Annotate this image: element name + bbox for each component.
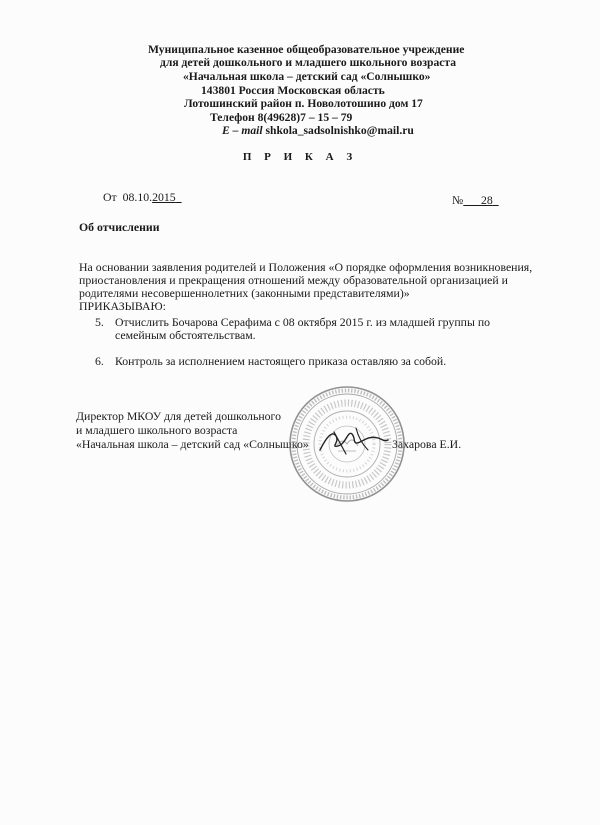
number-label: №: [452, 193, 464, 207]
header-line-7: [222, 124, 414, 138]
header-line-2: для детей дошкольного и младшего школьного возраста: [160, 56, 457, 69]
header-line-5: Лотошинский район п. Новолотошино дом 17: [184, 97, 423, 110]
item-text-line: Контроль за исполнением настоящего приказа оставляю за собой.: [115, 354, 447, 368]
signature-line-3: «Начальная школа – детский сад «Солнышко»: [76, 437, 309, 451]
document-title: П Р И К А З: [242, 151, 358, 163]
date-value: 08.10.: [122, 190, 153, 204]
signature-line-1: Директор МКОУ для детей дошкольного: [76, 409, 281, 423]
number-value: 28: [480, 193, 493, 207]
header-line-3: «Начальная школа – детский сад «Солнышко»: [183, 70, 431, 83]
order-number: [452, 194, 499, 207]
number-underline-post: [493, 193, 499, 207]
orders-label: ПРИКАЗЫВАЮ:: [79, 299, 166, 313]
date-year: 2015: [152, 190, 176, 204]
date-underline: [176, 190, 182, 204]
item-text-line: Отчислить Бочарова Серафима с 08 октября 2015 г. из младшей группы по: [115, 315, 491, 329]
header-line-1: Муниципальное казенное общеобразовательное учреждение: [148, 43, 465, 56]
basis-line-2: приостановления и прекращения отношений между образовательной организацией и: [79, 273, 508, 287]
signature-line-2: и младшего школьного возраста: [76, 423, 238, 437]
item-number: 5.: [95, 315, 104, 329]
header-line-4: 143801 Россия Московская область: [201, 84, 385, 97]
signatory-name: Захарова Е.И.: [392, 437, 462, 451]
date-label: От: [103, 190, 117, 204]
number-underline-pre: [463, 193, 481, 207]
email-label: E – mail: [222, 124, 263, 137]
order-subject: Об отчислении: [79, 220, 160, 234]
email-address: shkola_sadsolnishko@mail.ru: [265, 124, 414, 137]
header-line-6: Телефон 8(49628)7 – 15 – 79: [210, 111, 353, 124]
item-number: 6.: [95, 354, 104, 368]
signature-mark: [312, 420, 392, 460]
item-text-line: семейным обстоятельствам.: [115, 328, 256, 342]
basis-line-1: На основании заявления родителей и Положения «О порядке оформления возникновения,: [79, 260, 533, 274]
basis-line-3: родителями несовершеннолетних (законными представителями)»: [79, 286, 410, 300]
order-date: [103, 191, 182, 204]
